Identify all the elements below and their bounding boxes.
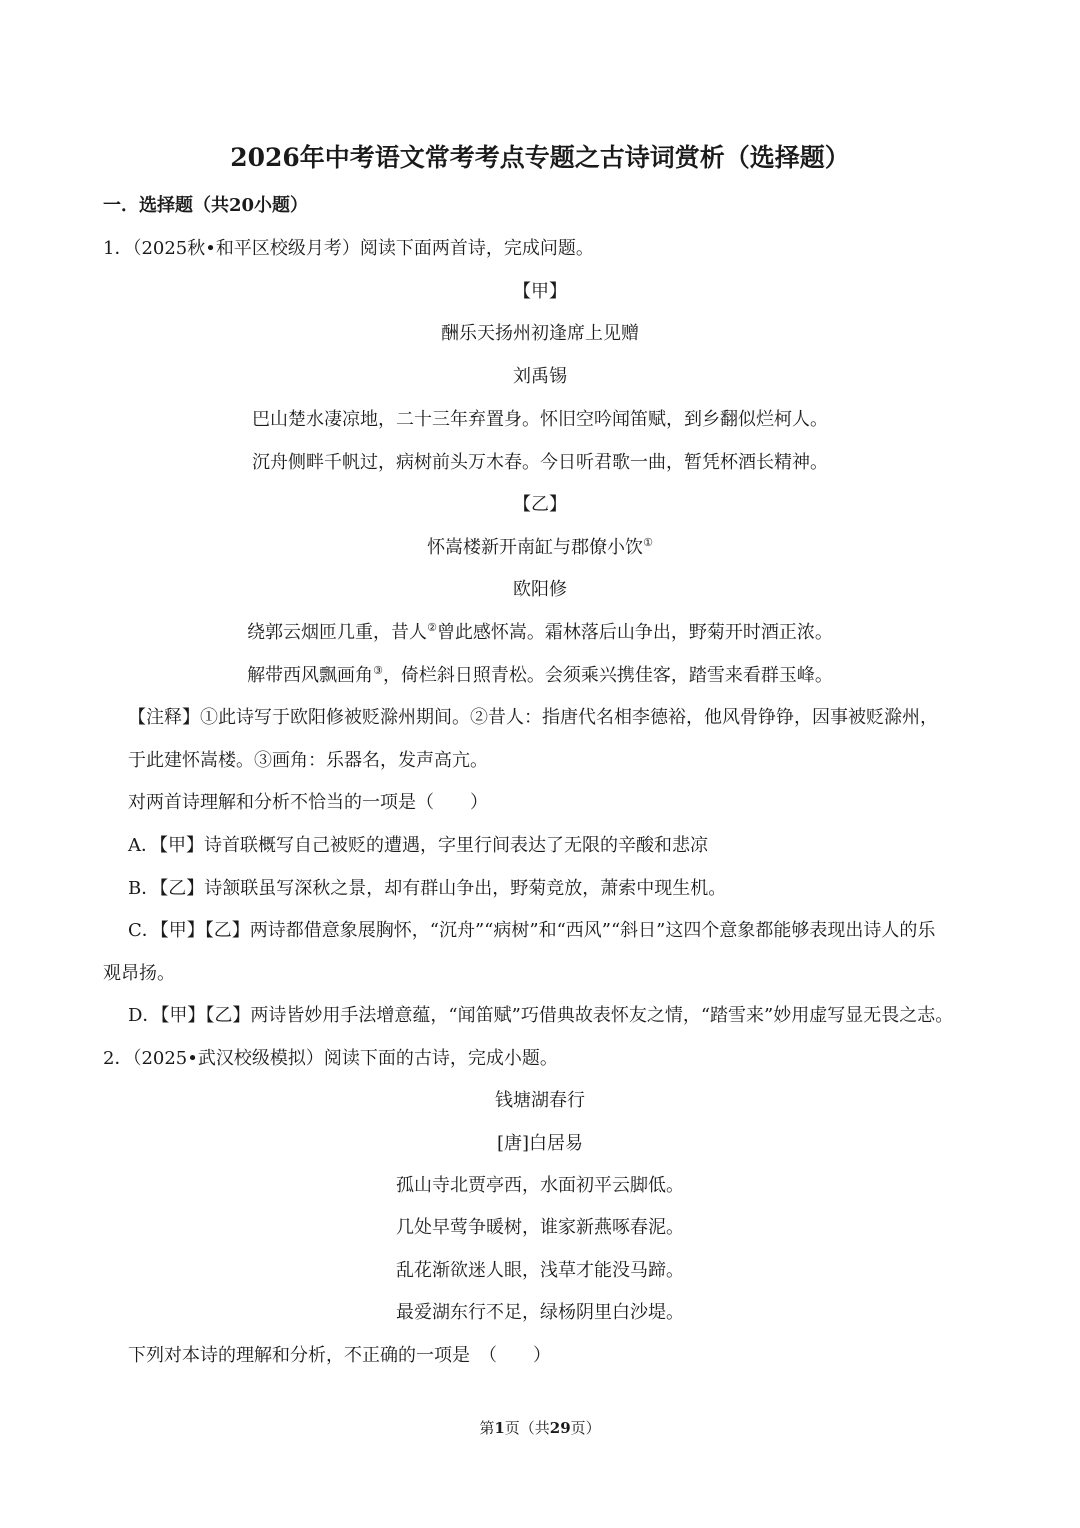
document-title: 2026年中考语文常考考点专题之古诗词赏析（选择题） [230, 143, 850, 172]
footer-prefix: 第 [479, 1419, 495, 1437]
option-c-line-1: C．【甲】【乙】两诗都借意象展胸怀，“沉舟”“病树”和“西风”“斜日”这四个意象都能够表现出诗人的乐 [128, 920, 936, 941]
question-2-prompt: 下列对本诗的理解和分析，不正确的一项是 （ ） [128, 1345, 551, 1366]
page-footer [0, 1418, 1080, 1438]
poem-c-line-2: 几处早莺争暖树，谁家新燕啄春泥。 [396, 1217, 684, 1238]
question-2-intro: 2．（2025•武汉校级模拟）阅读下面的古诗，完成小题。 [103, 1048, 558, 1069]
poem-c-author: [唐]白居易 [496, 1133, 584, 1154]
footer-page-number: 1 [494, 1419, 505, 1437]
poem-c-title: 钱塘湖春行 [495, 1090, 585, 1111]
footnote-marker: ③ [373, 664, 383, 677]
poem-c-line-3: 乱花渐欲迷人眼，浅草才能没马蹄。 [396, 1260, 684, 1281]
poem-b-line-2-part-b: ，倚栏斜日照青松。会须乘兴携佳客，踏雪来看群玉峰。 [382, 665, 833, 686]
question-1-intro: 1．（2025秋•和平区校级月考）阅读下面两首诗，完成问题。 [103, 238, 594, 259]
poem-c-line-1: 孤山寺北贾亭西，水面初平云脚低。 [396, 1175, 684, 1196]
poem-b-line-1 [0, 620, 1080, 646]
question-1-prompt: 对两首诗理解和分析不恰当的一项是（ ） [128, 792, 488, 813]
annotation-line-1: 【注释】①此诗写于欧阳修被贬滁州期间。②昔人：指唐代名相李德裕，他风骨铮铮，因事被贬滁州， [128, 707, 938, 728]
footer-total-pages: 29 [549, 1419, 571, 1437]
poem-a-author: 刘禹锡 [513, 366, 567, 387]
footer-suffix: 页） [570, 1419, 601, 1437]
option-a: A．【甲】诗首联概写自己被贬的遭遇，字里行间表达了无限的辛酸和悲凉 [128, 835, 708, 856]
poem-a-line-2: 沉舟侧畔千帆过，病树前头万木春。今日听君歌一曲，暂凭杯酒长精神。 [252, 452, 828, 473]
option-b: B．【乙】诗颔联虽写深秋之景，却有群山争出，野菊竞放，萧索中现生机。 [128, 878, 727, 899]
poem-a-title: 酬乐天扬州初逢席上见赠 [441, 323, 639, 344]
poem-a-tag: 【甲】 [513, 281, 567, 302]
option-d: D．【甲】【乙】两诗皆妙用手法增意蕴，“闻笛赋”巧借典故表怀友之情，“踏雪来”妙用虚写显无畏之志。 [128, 1005, 954, 1026]
option-c-line-2: 观昂扬。 [103, 963, 175, 984]
poem-b-line-2-part-a: 解带西风飘画角 [247, 665, 374, 686]
footnote-marker: ① [643, 536, 653, 549]
section-heading: 一．选择题（共20小题） [103, 195, 309, 216]
poem-b-title: 怀嵩楼新开南缸与郡僚小饮 [427, 537, 644, 558]
poem-b-title-row [0, 535, 1080, 561]
poem-b-line-1-part-b: 曾此感怀嵩。霜林落后山争出，野菊开时酒正浓。 [436, 622, 833, 643]
poem-b-line-2 [0, 663, 1080, 689]
poem-a-line-1: 巴山楚水凄凉地，二十三年弃置身。怀旧空吟闻笛赋，到乡翻似烂柯人。 [252, 409, 828, 430]
poem-b-author: 欧阳修 [513, 579, 567, 600]
annotation-line-2: 于此建怀嵩楼。③画角：乐器名，发声高亢。 [128, 750, 488, 771]
footer-middle: 页（共 [504, 1419, 550, 1437]
poem-b-line-1-part-a: 绕郭云烟匝几重，昔人 [247, 622, 428, 643]
footnote-marker: ② [427, 621, 437, 634]
poem-c-line-4: 最爱湖东行不足，绿杨阴里白沙堤。 [396, 1302, 684, 1323]
poem-b-tag: 【乙】 [513, 494, 567, 515]
